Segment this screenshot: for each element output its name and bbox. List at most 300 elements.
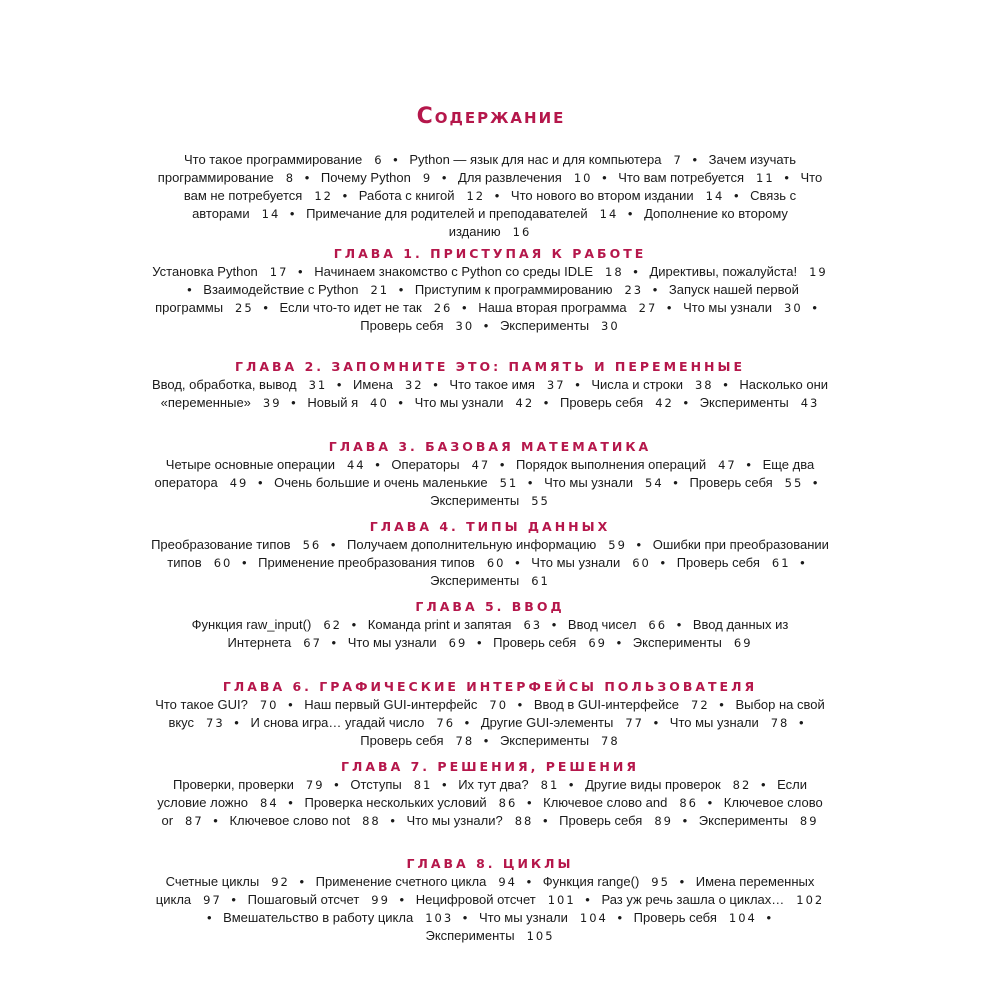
toc-entry-page: 12 xyxy=(466,189,486,203)
toc-entry-title: Что такое программирование xyxy=(183,152,363,167)
toc-entry[interactable] xyxy=(152,377,327,392)
toc-entry[interactable] xyxy=(173,777,325,792)
toc-entry-title: Ключевое слово or xyxy=(161,795,823,828)
toc-entry[interactable] xyxy=(481,715,644,730)
bullet-separator: • xyxy=(231,892,236,907)
toc-entry-page: 95 xyxy=(651,875,670,889)
toc-entry[interactable] xyxy=(568,617,667,632)
bullet-separator: • xyxy=(299,874,305,889)
toc-entry-page: 55 xyxy=(531,494,550,508)
toc-entry[interactable] xyxy=(151,537,321,552)
toc-entry-page: 30 xyxy=(455,319,475,333)
toc-entry-page: 14 xyxy=(705,189,725,203)
bullet-separator: • xyxy=(683,395,689,410)
toc-entry-title: Проверь себя xyxy=(493,635,577,650)
bullet-separator: • xyxy=(746,457,751,472)
toc-entry[interactable] xyxy=(306,206,618,221)
chapter-entries xyxy=(150,616,830,652)
chapter-heading[interactable]: ГЛАВА 8. ЦИКЛЫ xyxy=(406,856,574,871)
bullet-separator: • xyxy=(206,910,212,925)
intro-section xyxy=(150,151,830,241)
toc-entry[interactable] xyxy=(649,264,827,279)
chapter-entries xyxy=(150,536,830,590)
bullet-separator: • xyxy=(393,152,398,167)
toc-entry-page: 89 xyxy=(799,814,819,828)
toc-entry-page: 73 xyxy=(206,716,225,730)
toc-entry[interactable] xyxy=(500,733,620,748)
chapter-entries xyxy=(150,776,830,830)
toc-entry-page: 56 xyxy=(302,538,322,552)
toc-entry-page: 66 xyxy=(648,618,668,632)
toc-entry-title: Ввод чисел xyxy=(567,617,637,632)
chapter-entries xyxy=(150,873,830,945)
toc-entry-title: Вмешательство в работу цикла xyxy=(223,910,414,925)
toc-entry[interactable] xyxy=(591,377,713,392)
toc-entry[interactable] xyxy=(416,892,576,907)
toc-entry-title: Что мы узнали xyxy=(531,555,621,570)
toc-entry-page: 55 xyxy=(784,476,804,490)
bullet-separator: • xyxy=(636,537,642,552)
toc-entry-page: 49 xyxy=(229,476,249,490)
bullet-separator: • xyxy=(673,475,678,490)
bullet-separator: • xyxy=(617,910,623,925)
toc-entry[interactable] xyxy=(166,457,366,472)
toc-entry-page: 54 xyxy=(645,476,664,490)
toc-entry-page: 8 xyxy=(285,171,296,185)
toc-entry-page: 97 xyxy=(203,893,222,907)
toc-entry-title: И снова игра… угадай число xyxy=(250,715,425,730)
bullet-separator: • xyxy=(526,874,532,889)
toc-entry[interactable] xyxy=(493,635,607,650)
toc-entry[interactable] xyxy=(274,475,518,490)
toc-entry-page: 10 xyxy=(573,171,593,185)
bullet-separator: • xyxy=(187,282,192,297)
toc-entry-title: Проверь себя xyxy=(559,813,643,828)
bullet-separator: • xyxy=(342,188,348,203)
toc-entry-page: 70 xyxy=(259,698,279,712)
chapter-entries xyxy=(150,696,830,750)
bullet-separator: • xyxy=(766,910,772,925)
toc-entry[interactable] xyxy=(391,457,490,472)
toc-entry-title: Проверь себя xyxy=(559,395,644,410)
toc-entry[interactable] xyxy=(360,733,474,748)
toc-entry-page: 89 xyxy=(654,814,673,828)
toc-entry-page: 76 xyxy=(436,716,456,730)
toc-entry-page: 7 xyxy=(673,153,683,167)
toc-entry-page: 21 xyxy=(370,283,390,297)
page-title: Содержание xyxy=(416,104,566,129)
toc-entry-title: Функция range() xyxy=(542,874,640,889)
toc-entry-title: Нецифровой отсчет xyxy=(415,892,536,907)
toc-entry-title: Команда print и запятая xyxy=(367,617,512,632)
toc-entry-title: Наш первый GUI-интерфейс xyxy=(304,697,478,712)
chapter-entries xyxy=(150,376,830,412)
toc-entry-title: Проверь себя xyxy=(676,555,760,570)
toc-entry[interactable] xyxy=(430,573,550,588)
toc-entry[interactable] xyxy=(316,874,517,889)
toc-entry[interactable] xyxy=(258,555,505,570)
bullet-separator: • xyxy=(653,715,659,730)
bullet-separator: • xyxy=(336,377,342,392)
toc-entry-title: Что мы узнали? xyxy=(406,813,503,828)
toc-entry[interactable] xyxy=(670,715,790,730)
toc-entry[interactable] xyxy=(449,377,565,392)
toc-entry[interactable] xyxy=(307,395,388,410)
toc-entry-title: Что мы узнали xyxy=(544,475,633,490)
toc-entry[interactable] xyxy=(479,910,608,925)
bullet-separator: • xyxy=(234,715,239,730)
bullet-separator: • xyxy=(375,457,380,472)
toc-entry-title: Установка Python xyxy=(152,264,258,279)
toc-entry-title: Отступы xyxy=(350,777,402,792)
chapter-6-section xyxy=(150,678,830,750)
toc-entry-page: 14 xyxy=(261,207,281,221)
bullet-separator: • xyxy=(462,910,468,925)
toc-entry[interactable] xyxy=(633,635,753,650)
bullet-separator: • xyxy=(733,188,739,203)
toc-entry-page: 88 xyxy=(514,814,534,828)
toc-entry-title: Ввод в GUI-интерфейсе xyxy=(533,697,680,712)
toc-entry[interactable] xyxy=(192,617,342,632)
chapter-heading[interactable]: ГЛАВА 4. ТИПЫ ДАННЫХ xyxy=(369,519,611,534)
toc-entry-page: 30 xyxy=(784,301,803,315)
toc-entry-title: Проверка нескольких условий xyxy=(304,795,487,810)
toc-entry[interactable] xyxy=(458,170,592,185)
toc-entry-page: 88 xyxy=(362,814,381,828)
toc-entry[interactable] xyxy=(543,874,670,889)
toc-entry-page: 30 xyxy=(601,319,620,333)
bullet-separator: • xyxy=(331,635,337,650)
bullet-separator: • xyxy=(676,617,682,632)
toc-entry-page: 104 xyxy=(728,911,757,925)
toc-entry-title: Выбор на свой вкус xyxy=(168,697,825,730)
toc-entry-page: 60 xyxy=(486,556,506,570)
chapter-heading[interactable]: ГЛАВА 1. ПРИСТУПАЯ К РАБОТЕ xyxy=(333,246,647,261)
bullet-separator: • xyxy=(692,152,698,167)
toc-entry-title: Проверь себя xyxy=(360,318,444,333)
toc-entry-title: Насколько они «переменные» xyxy=(160,377,829,410)
bullet-separator: • xyxy=(288,795,293,810)
bullet-separator: • xyxy=(304,170,310,185)
toc-entry[interactable] xyxy=(360,318,474,333)
toc-entry[interactable] xyxy=(353,377,424,392)
bullet-separator: • xyxy=(483,318,489,333)
bullet-separator: • xyxy=(719,697,724,712)
toc-entry[interactable] xyxy=(304,697,508,712)
bullet-separator: • xyxy=(291,395,296,410)
bullet-separator: • xyxy=(334,777,339,792)
toc-entry-title: Примечание для родителей и преподавателей xyxy=(306,206,588,221)
toc-entry-page: 32 xyxy=(404,378,424,392)
toc-entry[interactable] xyxy=(166,874,290,889)
bullet-separator: • xyxy=(602,170,607,185)
bullet-separator: • xyxy=(723,377,728,392)
toc-entry-title: Начинаем знакомство с Python со среды IDLE xyxy=(314,264,594,279)
bullet-separator: • xyxy=(399,892,405,907)
bullet-separator: • xyxy=(517,697,523,712)
toc-entry-title: Ввод, обработка, вывод xyxy=(151,377,297,392)
chapter-heading[interactable]: ГЛАВА 5. ВВОД xyxy=(415,599,565,614)
toc-entry-title: Что вам не потребуется xyxy=(183,170,823,203)
toc-entry-title: Эксперименты xyxy=(430,573,520,588)
toc-entry-title: Эксперименты xyxy=(499,733,590,748)
toc-entry-title: Еще два оператора xyxy=(154,457,815,490)
toc-entry-page: 60 xyxy=(213,556,233,570)
toc-entry-page: 61 xyxy=(531,574,550,588)
toc-entry-title: Эксперименты xyxy=(698,813,788,828)
toc-entry[interactable] xyxy=(280,300,453,315)
toc-entry[interactable] xyxy=(544,475,664,490)
bullet-separator: • xyxy=(679,874,685,889)
toc-entry-page: 31 xyxy=(308,378,328,392)
toc-entry[interactable] xyxy=(348,635,468,650)
toc-entry-title: Эксперименты xyxy=(425,928,515,943)
toc-entry-title: Работа с книгой xyxy=(358,188,455,203)
toc-entry-page: 62 xyxy=(323,618,342,632)
toc-entry-page: 70 xyxy=(489,698,509,712)
toc-entry-title: Эксперименты xyxy=(430,493,520,508)
toc-entry-title: Числа и строки xyxy=(591,377,683,392)
toc-entry-title: Что такое GUI? xyxy=(155,697,248,712)
toc-entry-page: 38 xyxy=(694,378,714,392)
bullet-separator: • xyxy=(464,715,470,730)
toc-entry-title: Проверь себя xyxy=(360,733,444,748)
bullet-separator: • xyxy=(616,635,622,650)
toc-entry[interactable] xyxy=(516,457,737,472)
chapter-heading[interactable]: ГЛАВА 7. РЕШЕНИЯ, РЕШЕНИЯ xyxy=(341,759,639,774)
chapter-entries xyxy=(150,456,830,510)
bullet-separator: • xyxy=(784,170,789,185)
bullet-separator: • xyxy=(527,475,533,490)
bullet-separator: • xyxy=(812,300,817,315)
toc-entry-title: Применение преобразования типов xyxy=(258,555,475,570)
toc-entry-title: Другие GUI-элементы xyxy=(480,715,614,730)
toc-entry[interactable] xyxy=(314,264,623,279)
bullet-separator: • xyxy=(633,264,638,279)
chapter-entries xyxy=(150,263,830,335)
toc-entry-page: 69 xyxy=(733,636,753,650)
toc-entry[interactable] xyxy=(458,777,559,792)
toc-entry-page: 78 xyxy=(601,734,620,748)
bullet-separator: • xyxy=(585,892,590,907)
toc-entry-title: Если условие ложно xyxy=(157,777,807,810)
toc-entry-page: 77 xyxy=(625,716,644,730)
toc-entry-page: 14 xyxy=(599,207,619,221)
bullet-separator: • xyxy=(398,282,404,297)
toc-entry-title: Что такое имя xyxy=(449,377,535,392)
toc-entry-title: Имена xyxy=(353,377,393,392)
toc-entry-page: 47 xyxy=(471,458,491,472)
chapter-heading[interactable]: ГЛАВА 2. ЗАПОМНИТЕ ЭТО: ПАМЯТЬ И ПЕРЕМЕННЫЕ xyxy=(235,359,745,374)
toc-entry-title: Операторы xyxy=(391,457,460,472)
toc-entry[interactable] xyxy=(184,152,384,167)
toc-entry[interactable] xyxy=(304,795,517,810)
bullet-separator: • xyxy=(442,777,447,792)
toc-entry-title: Что вам потребуется xyxy=(618,170,745,185)
chapter-heading[interactable]: ГЛАВА 3. БАЗОВАЯ МАТЕМАТИКА xyxy=(328,439,652,454)
toc-entry[interactable] xyxy=(430,493,550,508)
toc-entry-page: 37 xyxy=(546,378,566,392)
bullet-separator: • xyxy=(288,697,293,712)
toc-entry[interactable] xyxy=(700,395,820,410)
bullet-separator: • xyxy=(441,170,447,185)
toc-entry-title: Другие виды проверок xyxy=(585,777,721,792)
toc-entry[interactable] xyxy=(560,395,674,410)
toc-entry-page: 39 xyxy=(262,396,282,410)
toc-entry-page: 11 xyxy=(756,171,775,185)
toc-entry-page: 59 xyxy=(608,538,627,552)
toc-entry[interactable] xyxy=(152,264,288,279)
toc-entry-page: 81 xyxy=(413,778,433,792)
toc-entry-page: 43 xyxy=(800,396,820,410)
toc-entry[interactable] xyxy=(350,777,432,792)
toc-entry-title: Эксперименты xyxy=(499,318,590,333)
toc-entry-title: Почему Python xyxy=(320,170,411,185)
toc-entry-title: Дополнение ко второму изданию xyxy=(448,206,788,239)
chapter-1-section xyxy=(150,245,830,335)
bullet-separator: • xyxy=(241,555,247,570)
chapter-2-section xyxy=(150,358,830,412)
chapter-4-section xyxy=(150,518,830,590)
toc-entry[interactable] xyxy=(223,910,453,925)
toc-entry-title: Проверки, проверки xyxy=(173,777,294,792)
toc-entry-title: Для развлечения xyxy=(458,170,562,185)
toc-entry-page: 78 xyxy=(770,716,790,730)
bullet-separator: • xyxy=(800,555,805,570)
toc-entry-title: Порядок выполнения операций xyxy=(516,457,707,472)
toc-entry-page: 12 xyxy=(314,189,333,203)
toc-entry[interactable] xyxy=(248,892,390,907)
bullet-separator: • xyxy=(433,377,438,392)
toc-entry[interactable] xyxy=(699,813,819,828)
toc-entry-page: 19 xyxy=(809,265,828,279)
chapter-5-section xyxy=(150,598,830,652)
toc-entry[interactable] xyxy=(409,152,682,167)
toc-entry-title: Что мы узнали xyxy=(669,715,759,730)
toc-entry[interactable] xyxy=(347,537,627,552)
toc-entry[interactable] xyxy=(321,170,432,185)
bullet-separator: • xyxy=(652,282,658,297)
toc-entry-title: Новый я xyxy=(307,395,359,410)
toc-entry[interactable] xyxy=(618,170,774,185)
toc-entry-page: 78 xyxy=(455,734,475,748)
toc-entry[interactable] xyxy=(415,395,535,410)
toc-entry-page: 79 xyxy=(305,778,325,792)
toc-entry-page: 72 xyxy=(691,698,710,712)
toc-entry-title: Эксперименты xyxy=(699,395,789,410)
bullet-separator: • xyxy=(515,555,520,570)
toc-entry-title: Приступим к программированию xyxy=(414,282,613,297)
toc-entry[interactable] xyxy=(511,188,724,203)
bullet-separator: • xyxy=(666,300,672,315)
toc-entry[interactable] xyxy=(203,282,389,297)
toc-entry-page: 9 xyxy=(422,171,433,185)
toc-entry[interactable] xyxy=(683,300,803,315)
bullet-separator: • xyxy=(543,395,549,410)
toc-entry[interactable] xyxy=(415,282,643,297)
toc-entry[interactable] xyxy=(155,697,278,712)
toc-entry-title: Счетные циклы xyxy=(165,874,260,889)
toc-entry-page: 47 xyxy=(718,458,737,472)
bullet-separator: • xyxy=(476,635,482,650)
toc-entry[interactable] xyxy=(689,475,803,490)
toc-entry-title: Функция raw_input() xyxy=(191,617,312,632)
toc-entry-page: 27 xyxy=(638,301,658,315)
toc-entry-page: 92 xyxy=(271,875,290,889)
toc-entry-page: 61 xyxy=(771,556,791,570)
bullet-separator: • xyxy=(330,537,336,552)
toc-entry-page: 18 xyxy=(605,265,624,279)
toc-entry[interactable] xyxy=(250,715,455,730)
toc-entry[interactable] xyxy=(500,318,620,333)
toc-entry[interactable] xyxy=(425,928,554,943)
chapter-heading[interactable]: ГЛАВА 6. ГРАФИЧЕСКИЕ ИНТЕРФЕЙСЫ ПОЛЬЗОВАТЕЛЯ xyxy=(222,679,758,694)
toc-entry-page: 51 xyxy=(499,476,519,490)
bullet-separator: • xyxy=(682,813,688,828)
bullet-separator: • xyxy=(398,395,403,410)
toc-entry-page: 101 xyxy=(547,893,576,907)
bullet-separator: • xyxy=(542,813,548,828)
toc-entry-page: 16 xyxy=(512,225,532,239)
toc-entry-title: Имена переменных цикла xyxy=(155,874,815,907)
toc-entry-page: 67 xyxy=(303,636,322,650)
toc-entry-page: 99 xyxy=(371,893,390,907)
toc-entry-page: 69 xyxy=(448,636,468,650)
bullet-separator: • xyxy=(575,377,580,392)
toc-entry-title: Получаем дополнительную информацию xyxy=(347,537,597,552)
toc-entry-title: Что мы узнали xyxy=(683,300,773,315)
bullet-separator: • xyxy=(499,457,505,472)
toc-entry[interactable] xyxy=(407,813,534,828)
bullet-separator: • xyxy=(494,188,500,203)
toc-entry[interactable] xyxy=(677,555,791,570)
toc-entry-page: 82 xyxy=(732,778,752,792)
toc-entry-title: Ключевое слово and xyxy=(543,795,668,810)
toc-entry-title: Их тут два? xyxy=(458,777,529,792)
toc-entry-title: Что мы узнали xyxy=(414,395,504,410)
toc-entry[interactable] xyxy=(585,777,751,792)
toc-entry[interactable] xyxy=(543,795,698,810)
toc-entry-page: 102 xyxy=(796,893,825,907)
toc-entry-title: Очень большие и очень маленькие xyxy=(274,475,488,490)
bullet-separator: • xyxy=(462,300,467,315)
toc-entry[interactable] xyxy=(559,813,673,828)
toc-entry-page: 84 xyxy=(260,796,279,810)
toc-entry[interactable] xyxy=(229,813,380,828)
intro-entries xyxy=(150,151,830,241)
toc-entry-title: Что мы узнали xyxy=(347,635,437,650)
toc-entry-page: 17 xyxy=(269,265,289,279)
toc-entry-title: Преобразование типов xyxy=(151,537,291,552)
toc-entry-page: 105 xyxy=(526,929,555,943)
bullet-separator: • xyxy=(213,813,218,828)
toc-entry-page: 104 xyxy=(579,911,608,925)
bullet-separator: • xyxy=(483,733,489,748)
toc-entry[interactable] xyxy=(601,892,824,907)
toc-entry-page: 86 xyxy=(679,796,698,810)
toc-entry[interactable] xyxy=(531,555,651,570)
toc-entry[interactable] xyxy=(534,697,710,712)
toc-entry-page: 63 xyxy=(523,618,543,632)
toc-entry-title: Взаимодействие с Python xyxy=(203,282,359,297)
toc-entry-title: Пошаговый отсчет xyxy=(247,892,360,907)
bullet-separator: • xyxy=(298,264,303,279)
toc-entry[interactable] xyxy=(478,300,657,315)
toc-entry[interactable] xyxy=(359,188,485,203)
toc-entry[interactable] xyxy=(634,910,757,925)
toc-entry-title: Четыре основные операции xyxy=(165,457,335,472)
toc-entry[interactable] xyxy=(368,617,542,632)
